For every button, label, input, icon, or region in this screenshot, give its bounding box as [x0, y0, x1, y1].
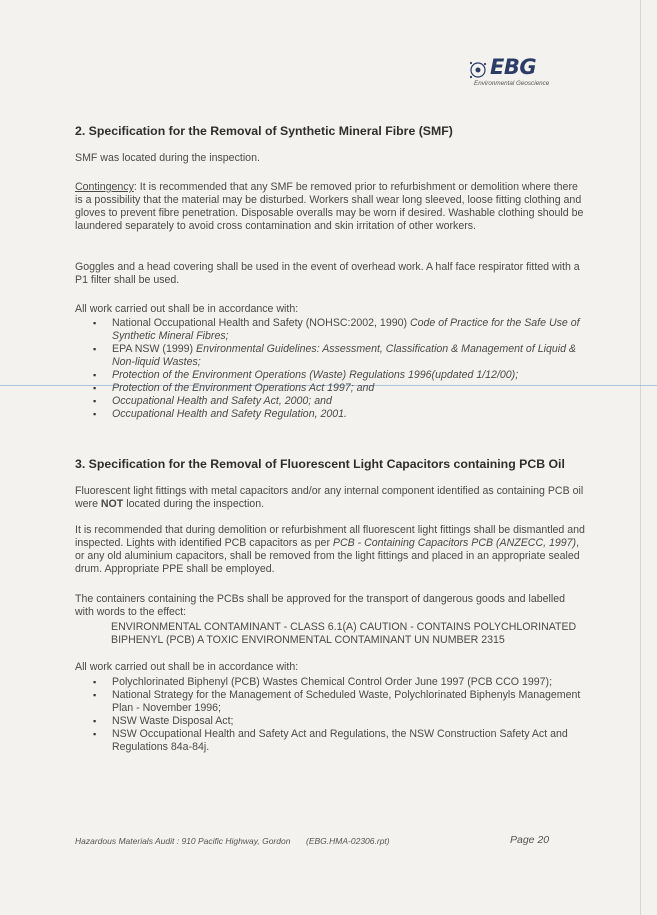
page-number: Page 20 — [510, 834, 550, 846]
list-item: ▪ National Occupational Health and Safety (NOHSC:2002, 1990) Code of Practice for the Safe Use of Synthetic Mineral Fibres; — [93, 317, 583, 343]
section-2-list-intro: All work carried out shall be in accordance with: — [75, 303, 299, 315]
section-2-p3: Goggles and a head covering shall be used in the event of overhead work. A half face respirator fitted with a P1 filter shall be used. — [75, 261, 580, 286]
section-2-p1: SMF was located during the inspection. — [75, 152, 260, 164]
list-item: ▪ NSW Occupational Health and Safety Act and Regulations, the NSW Construction Safety Act and Regulations 84a-84j. — [93, 728, 583, 754]
section-3-heading: 3. Specification for the Removal of Fluorescent Light Capacitors containing PCB Oil — [75, 457, 565, 471]
section-2-heading: 2. Specification for the Removal of Synthetic Mineral Fibre (SMF) — [75, 124, 453, 138]
scan-edge-line — [640, 0, 641, 915]
list-item: ▪ National Strategy for the Management of Scheduled Waste, Polychlorinated Biphenyls Management Plan - November 1996; — [93, 689, 583, 715]
section-3-p1: Fluorescent light fittings with metal capacitors and/or any internal component identified as containing PCB oil were NOT located during the inspection. — [75, 485, 584, 510]
footer-title: Hazardous Materials Audit : 910 Pacific Highway, Gordon — [75, 836, 291, 846]
list-item: ▪ Protection of the Environment Operations Act 1997; and — [93, 382, 583, 395]
footer-ref: (EBG.HMA-02306.rpt) — [306, 836, 390, 846]
list-item: ▪ Occupational Health and Safety Regulation, 2001. — [93, 408, 583, 421]
ebg-logo — [468, 56, 588, 92]
section-2-contingency — [75, 181, 585, 233]
warning-label-text: ENVIRONMENTAL CONTAMINANT - CLASS 6.1(A) CAUTION - CONTAINS POLYCHLORINATED BIPHENYL (PCB) A TOXIC ENVIRONMENTAL CONTAMINANT UN NUMBER 2315 — [111, 621, 577, 646]
logo-brand: EBG — [490, 55, 537, 79]
list-item: ▪ Protection of the Environment Operations (Waste) Regulations 1996(updated 1/12/00); — [93, 369, 583, 382]
globe-icon — [468, 60, 488, 80]
contingency-text: : It is recommended that any SMF be removed prior to refurbishment or demolition where there is a possibility that the material may be disturbed. Workers shall wear long sleeved, loose fitting clothing and gloves to prevent fibre penetration. Disposable overalls may be worn if desired. Washable clothing should be laundered separately to avoid cross contamination and skin irritation of other workers. — [75, 181, 584, 232]
list-item: ▪ NSW Waste Disposal Act; — [93, 715, 583, 728]
section-3-p3: The containers containing the PCBs shall be approved for the transport of dangerous goods and labelled with words to the effect: — [75, 593, 565, 618]
section-3-p2: It is recommended that during demolition or refurbishment all fluorescent light fittings shall be dismantled and inspected. Lights with identified PCB capacitors as per PCB - Containing Capacitors PCB (ANZECC, 1997), or any old aluminium capacitors, shall be removed from the light fittings and placed in an appropriate sealed drum. Appropriate PPE shall be employed. — [75, 524, 585, 575]
section-3-list-intro: All work carried out shall be in accordance with: — [75, 661, 299, 673]
list-item: ▪ EPA NSW (1999) Environmental Guidelines: Assessment, Classification & Management of Liquid & Non-liquid Wastes; — [93, 343, 583, 369]
section-3-list — [93, 676, 583, 754]
section-2-list — [93, 317, 583, 421]
logo-tagline: Environmental Geoscience — [474, 80, 550, 87]
contingency-label: Contingency — [75, 181, 134, 193]
list-item: ▪ Polychlorinated Biphenyl (PCB) Wastes Chemical Control Order June 1997 (PCB CCO 1997); — [93, 676, 583, 689]
list-item: ▪ Occupational Health and Safety Act, 2000; and — [93, 395, 583, 408]
